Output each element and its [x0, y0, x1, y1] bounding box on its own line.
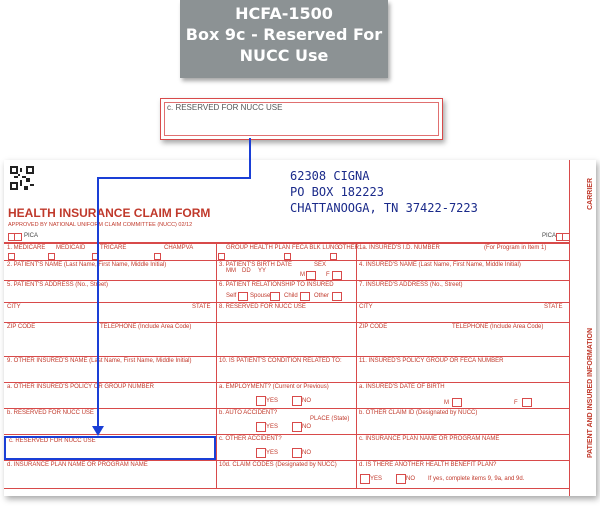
f10a-yes: YES: [266, 398, 279, 404]
f11d-label: d. IS THERE ANOTHER HEALTH BENEFIT PLAN?: [359, 462, 497, 468]
row-line-4: [4, 322, 569, 323]
f1-tricare-checkbox[interactable]: [92, 253, 99, 260]
banner-line-2: Box 9c - Reserved For: [185, 25, 383, 44]
f10a-label: a. EMPLOYMENT? (Current or Previous): [219, 384, 329, 390]
claim-form: [4, 160, 596, 496]
f3-f: F: [326, 272, 330, 278]
f11a-m-checkbox[interactable]: [452, 398, 462, 407]
f10a-yes-checkbox[interactable]: [256, 396, 266, 406]
f1-other-checkbox[interactable]: [330, 253, 337, 260]
row-line-10: [4, 488, 569, 489]
f3-m-checkbox[interactable]: [306, 271, 316, 280]
f9c-label: c. RESERVED FOR NUCC USE: [9, 438, 96, 444]
insured-city-label: CITY: [359, 304, 373, 310]
f11a-f: F: [514, 400, 518, 406]
row-line-1: [4, 260, 569, 261]
col-line-1: [216, 244, 217, 488]
f4-label: 4. INSURED'S NAME (Last Name, First Name, Middle Initial): [359, 262, 521, 268]
zoomed-box-label: c. RESERVED FOR NUCC USE: [167, 103, 283, 112]
f11d-yes: YES: [370, 476, 383, 482]
f1a-note: (For Program in Item 1): [484, 245, 547, 251]
f6-child-checkbox[interactable]: [300, 292, 310, 301]
f1-group: GROUP HEALTH PLAN: [226, 245, 291, 251]
f1-medicaid-checkbox[interactable]: [48, 253, 55, 260]
row-line-3: [4, 302, 569, 303]
f10b-no: NO: [302, 424, 311, 430]
row-line-6: [4, 382, 569, 383]
insured-zip-label: ZIP CODE: [359, 324, 388, 330]
f10b-yes: YES: [266, 424, 279, 430]
patient-insured-side-label: PATIENT AND INSURED INFORMATION: [587, 328, 594, 459]
f6-self-checkbox[interactable]: [238, 292, 248, 301]
f6-self: Self: [226, 293, 237, 299]
payer-address: [290, 168, 478, 216]
city-label: CITY: [7, 304, 21, 310]
row-line-9: [4, 460, 569, 461]
f3-mm: MM: [226, 268, 236, 274]
f6-other-checkbox[interactable]: [332, 292, 342, 301]
zip-label: ZIP CODE: [7, 324, 36, 330]
f3-f-checkbox[interactable]: [332, 271, 342, 280]
f11a-f-checkbox[interactable]: [522, 398, 532, 407]
form-title: HEALTH INSURANCE CLAIM FORM: [8, 206, 211, 220]
f1-group-checkbox[interactable]: [218, 253, 225, 260]
f10a-no: NO: [302, 398, 311, 404]
f1-champva-checkbox[interactable]: [154, 253, 161, 260]
f5-label: 5. PATIENT'S ADDRESS (No., Street): [7, 282, 108, 288]
zoomed-box-9c: [160, 98, 443, 140]
f10c-no-checkbox[interactable]: [292, 448, 302, 458]
f2-label: 2. PATIENT'S NAME (Last Name, First Name, Middle Initial): [7, 262, 167, 268]
f3-m: M: [300, 272, 305, 278]
f10b-label: b. AUTO ACCIDENT?: [219, 410, 278, 416]
f1-champva: CHAMPVA: [164, 245, 194, 251]
f10c-no: NO: [302, 450, 311, 456]
payer-line-1: 62308 CIGNA: [290, 169, 370, 183]
f3-label: 3. PATIENT'S BIRTH DATE: [219, 262, 293, 268]
row-line-7: [4, 408, 569, 409]
f1-feca: FECA BLK LUNG: [292, 245, 340, 251]
f11d-note: If yes, complete items 9, 9a, and 9d.: [428, 476, 525, 482]
f10b-place: PLACE (State): [310, 416, 350, 422]
f3-yy: YY: [258, 268, 267, 274]
f10c-label: c. OTHER ACCIDENT?: [219, 436, 282, 442]
f9a-label: a. OTHER INSURED'S POLICY OR GROUP NUMBER: [7, 384, 154, 390]
f1a-label: 1a. INSURED'S I.D. NUMBER: [359, 245, 440, 251]
f11d-no-checkbox[interactable]: [396, 474, 406, 484]
box-9c-highlight: [4, 436, 216, 460]
f11b-label: b. OTHER CLAIM ID (Designated by NUCC): [359, 410, 478, 416]
row-line-8: [4, 434, 569, 435]
f1-medicare-checkbox[interactable]: [8, 253, 15, 260]
col-line-right: [569, 160, 570, 496]
f1-medicaid: MEDICAID: [56, 245, 86, 251]
f11d-yes-checkbox[interactable]: [360, 474, 370, 484]
insured-tel-label: TELEPHONE (Include Area Code): [452, 324, 544, 330]
insured-state-label: STATE: [544, 304, 563, 310]
f3-dd: DD: [242, 268, 251, 274]
payer-line-2: PO BOX 182223: [290, 185, 384, 199]
f1-medicare: 1. MEDICARE: [7, 245, 46, 251]
pica-left-box-2: [14, 233, 22, 241]
f11-label: 11. INSURED'S POLICY GROUP OR FECA NUMBER: [359, 358, 504, 364]
f9d-label: d. INSURANCE PLAN NAME OR PROGRAM NAME: [7, 462, 148, 468]
f1-other: OTHER: [338, 245, 359, 251]
f1-feca-checkbox[interactable]: [284, 253, 291, 260]
f10b-yes-checkbox[interactable]: [256, 422, 266, 432]
f6-spouse-checkbox[interactable]: [270, 292, 280, 301]
f10d-label: 10d. CLAIM CODES (Designated by NUCC): [219, 462, 337, 468]
row-line-2: [4, 280, 569, 281]
f1-tricare: TRICARE: [100, 245, 127, 251]
f6-label: 6. PATIENT RELATIONSHIP TO INSURED: [219, 282, 334, 288]
f8-label: 8. RESERVED FOR NUCC USE: [219, 304, 306, 310]
f11a-label: a. INSURED'S DATE OF BIRTH: [359, 384, 445, 390]
f6-child: Child: [284, 293, 298, 299]
col-line-2: [356, 244, 357, 488]
tel-label: TELEPHONE (Include Area Code): [100, 324, 192, 330]
row-line-5: [4, 356, 569, 357]
f9-label: 9. OTHER INSURED'S NAME (Last Name, First Name, Middle Initial): [7, 358, 192, 364]
f11a-m: M: [444, 400, 449, 406]
f10a-no-checkbox[interactable]: [292, 396, 302, 406]
carrier-label: CARRIER: [587, 178, 594, 210]
f10c-yes-checkbox[interactable]: [256, 448, 266, 458]
f9b-label: b. RESERVED FOR NUCC USE: [7, 410, 94, 416]
f10-label: 10. IS PATIENT'S CONDITION RELATED TO:: [219, 358, 342, 364]
f11d-no: NO: [406, 476, 415, 482]
approved-note: APPROVED BY NATIONAL UNIFORM CLAIM COMMITTEE (NUCC) 02/12: [8, 222, 193, 228]
pica-left-label: PICA: [24, 233, 39, 239]
pica-right-label: PICA: [542, 233, 557, 239]
f3-sex: SEX: [314, 262, 327, 268]
f10c-yes: YES: [266, 450, 279, 456]
title-banner: [180, 0, 388, 78]
qr-code-icon: [10, 166, 34, 190]
f6-spouse: Spouse: [250, 293, 271, 299]
banner-line-3: NUCC Use: [239, 46, 329, 65]
f10b-no-checkbox[interactable]: [292, 422, 302, 432]
f11c-label: c. INSURANCE PLAN NAME OR PROGRAM NAME: [359, 436, 500, 442]
banner-line-1: HCFA-1500: [235, 4, 333, 23]
payer-line-3: CHATTANOOGA, TN 37422-7223: [290, 201, 478, 215]
f7-label: 7. INSURED'S ADDRESS (No., Street): [359, 282, 463, 288]
state-label: STATE: [192, 304, 211, 310]
row-line-top: [4, 242, 569, 244]
f6-other: Other: [314, 293, 330, 299]
